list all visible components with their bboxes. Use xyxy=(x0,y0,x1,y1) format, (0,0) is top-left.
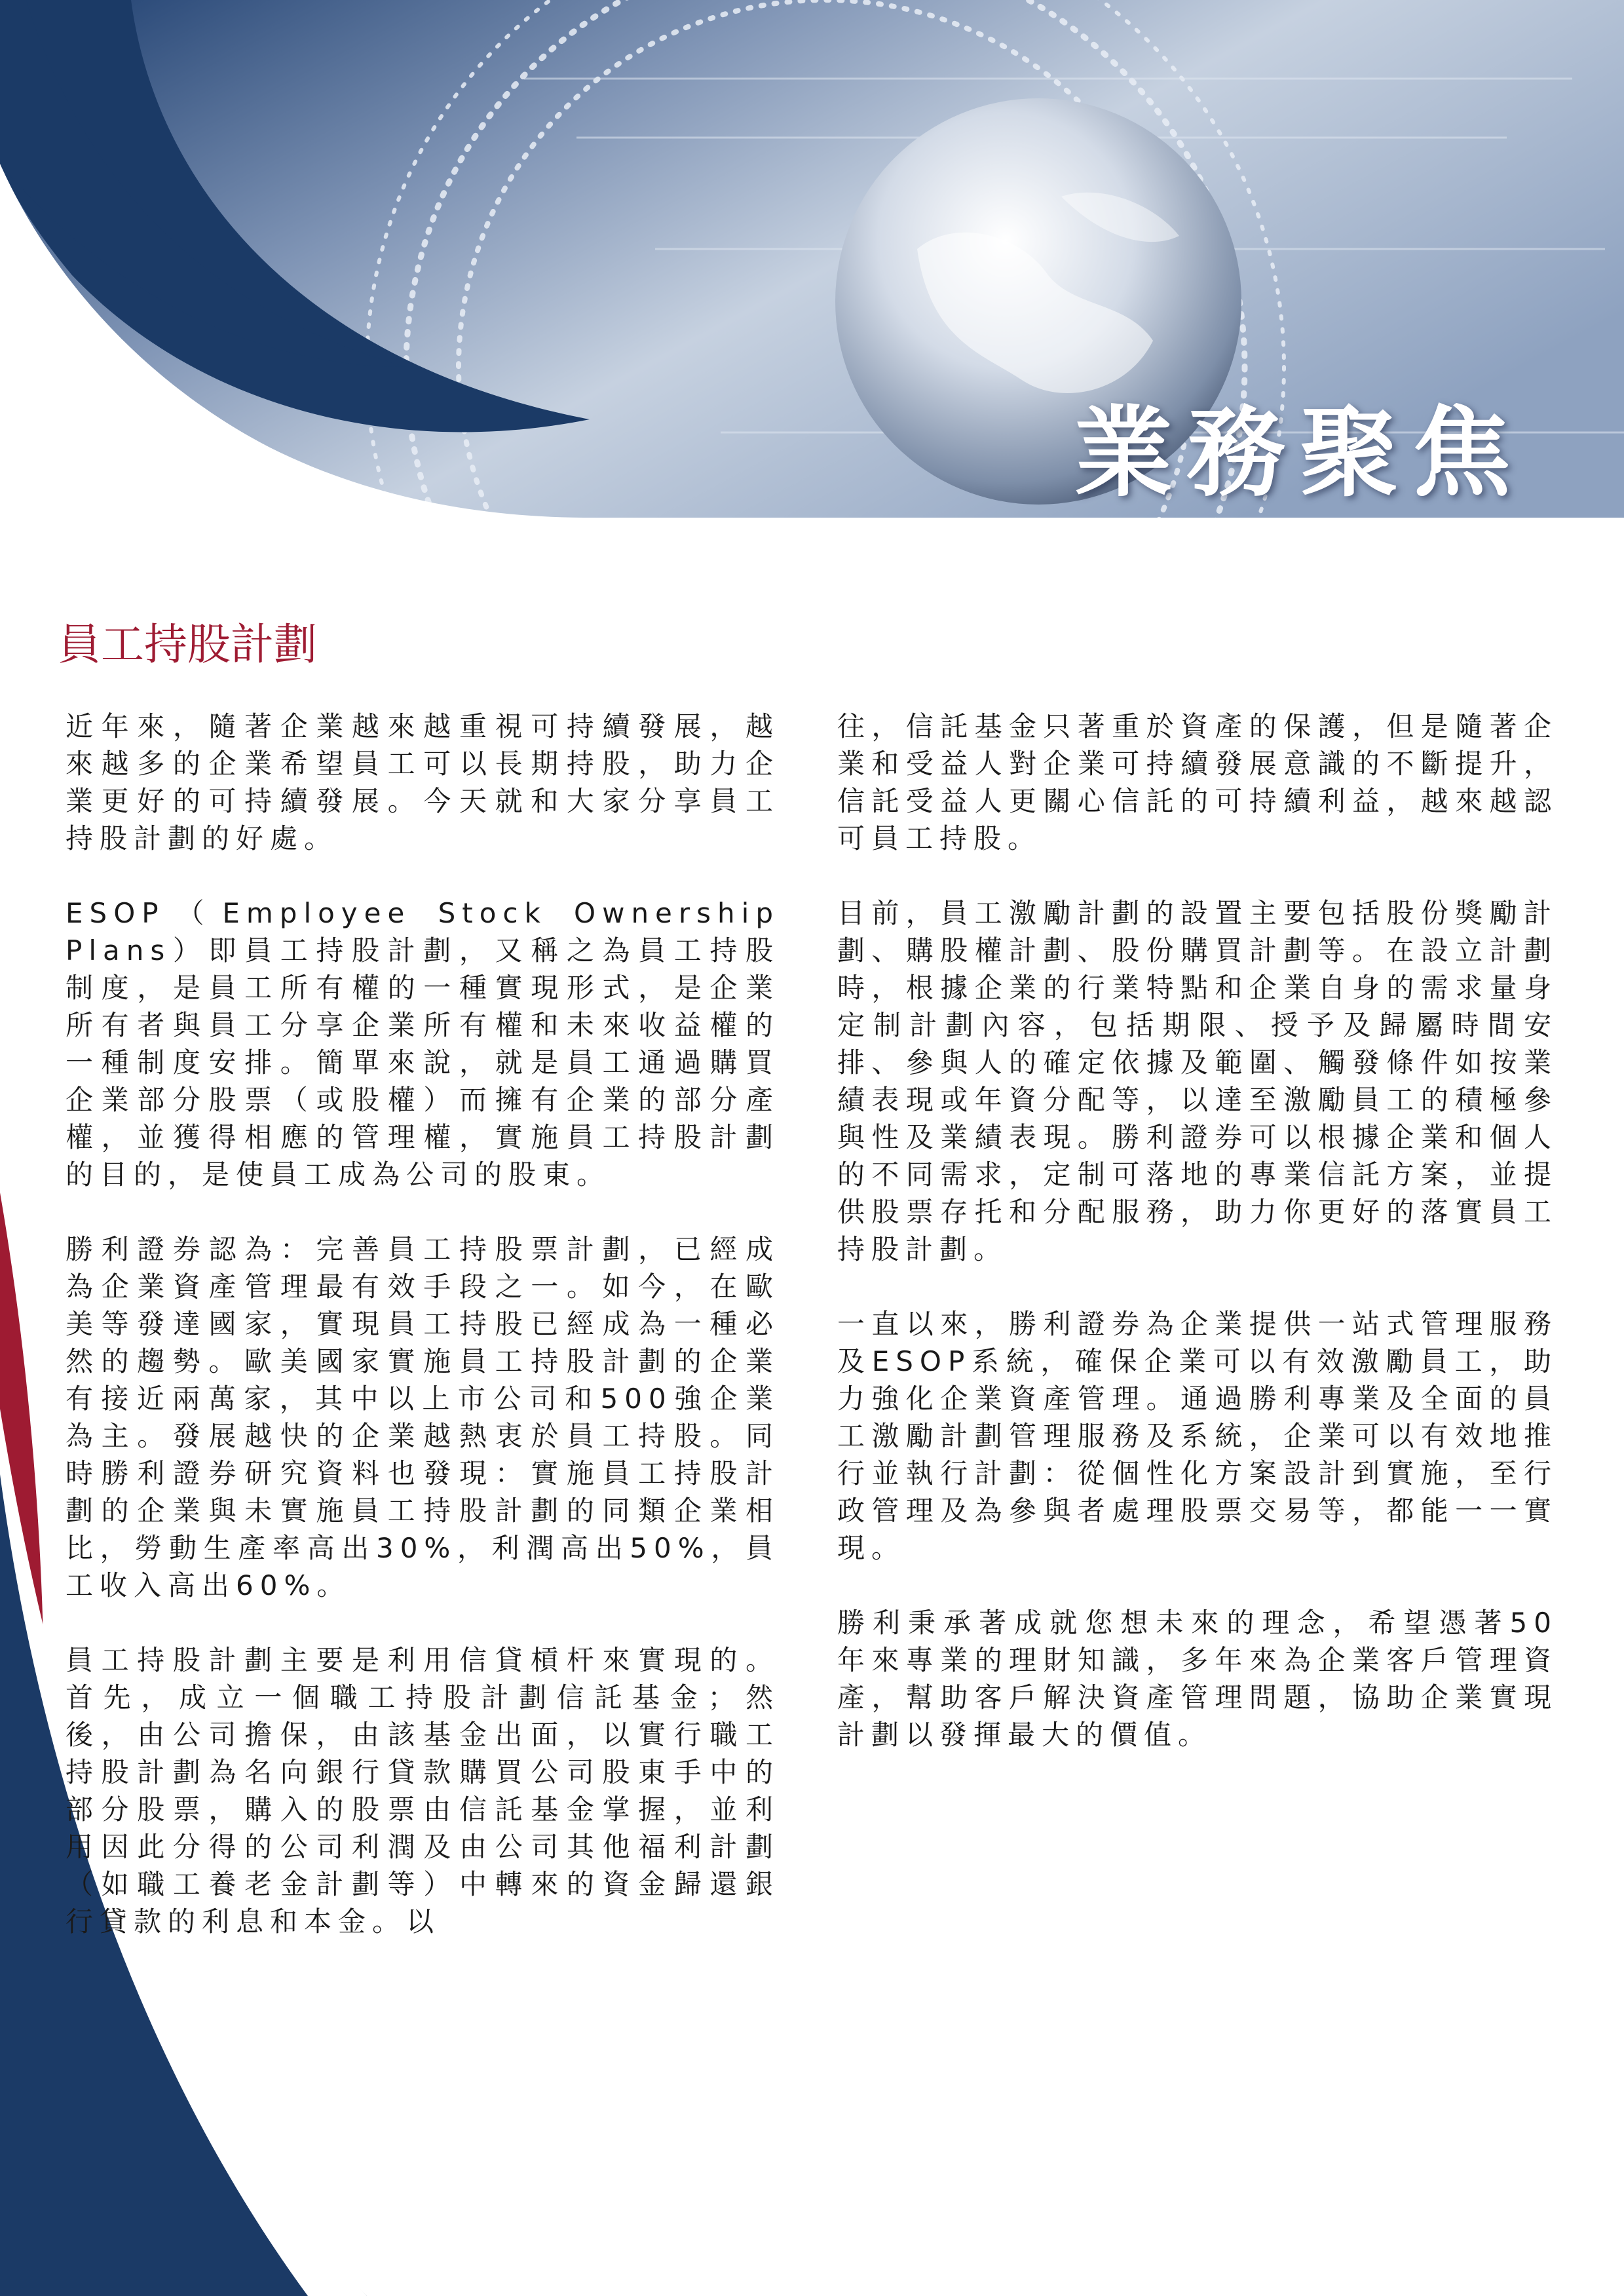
article-column-left xyxy=(66,708,780,1978)
paragraph: 近年來，隨著企業越來越重視可持續發展，越來越多的企業希望員工可以長期持股，助力企業更好的可持續發展。今天就和大家分享員工持股計劃的好處。 xyxy=(66,710,780,854)
paragraph: 勝利秉承著成就您想未來的理念，希望憑著50年來專業的理財知識，多年來為企業客戶管理資產，幫助客戶解決資產管理問題，協助企業實現計劃以發揮最大的價值。 xyxy=(837,1607,1558,1751)
paragraph: ESOP（Employee Stock Ownership Plans）即員工持股計劃，又稱之為員工持股制度，是員工所有權的一種實現形式，是企業所有者與員工分享企業所有權和未來收益權的一種制度安排。簡單來說，就是員工通過購買企業部分股票（或股權）而擁有企業的部分產權，並獲得相應的管理權，實施員工持股計劃的目的，是使員工成為公司的股東。 xyxy=(66,897,780,1191)
paragraph: 員工持股計劃主要是利用信貸槓杆來實現的。首先，成立一個職工持股計劃信託基金；然後，由公司擔保，由該基金出面，以實行職工持股計劃為名向銀行貸款購買公司股東手中的部分股票，購入的股票由信託基金掌握，並利用因此分得的公司利潤及由公司其他福利計劃（如職工養老金計劃等）中轉來的資金歸還銀行貸款的利息和本金。以 xyxy=(66,1644,780,1938)
paragraph: 往，信託基金只著重於資產的保護，但是隨著企業和受益人對企業可持續發展意識的不斷提升，信託受益人更關心信託的可持續利益，越來越認可員工持股。 xyxy=(837,710,1558,854)
paragraph: 勝利證券認為：完善員工持股票計劃，已經成為企業資產管理最有效手段之一。如今，在歐美等發達國家，實現員工持股已經成為一種必然的趨勢。歐美國家實施員工持股計劃的企業有接近兩萬家，其中以上市公司和500強企業為主。發展越快的企業越熱衷於員工持股。同時勝利證券研究資料也發現：實施員工持股計劃的企業與未實施員工持股計劃的同類企業相比，勞動生產率高出30%，利潤高出50%，員工收入高出60%。 xyxy=(66,1233,780,1601)
article-column-right xyxy=(837,708,1558,1791)
paragraph: 一直以來，勝利證券為企業提供一站式管理服務及ESOP系統，確保企業可以有效激勵員工，助力強化企業資產管理。通過勝利專業及全面的員工激勵計劃管理服務及系統，企業可以有效地推行並執行計劃：從個性化方案設計到實施，至行政管理及為參與者處理股票交易等，都能一一實現。 xyxy=(837,1308,1558,1564)
banner-title: 業務聚焦 xyxy=(1074,396,1526,510)
section-title: 員工持股計劃 xyxy=(58,619,317,670)
paragraph: 目前，員工激勵計劃的設置主要包括股份獎勵計劃、購股權計劃、股份購買計劃等。在設立計劃時，根據企業的行業特點和企業自身的需求量身定制計劃內容，包括期限、授予及歸屬時間安排、參與人的確定依據及範圍、觸發條件如按業績表現或年資分配等，以達至激勵員工的積極參與性及業績表現。勝利證券可以根據企業和個人的不同需求，定制可落地的專業信託方案，並提供股票存托和分配服務，助力你更好的落實員工持股計劃。 xyxy=(837,897,1558,1265)
